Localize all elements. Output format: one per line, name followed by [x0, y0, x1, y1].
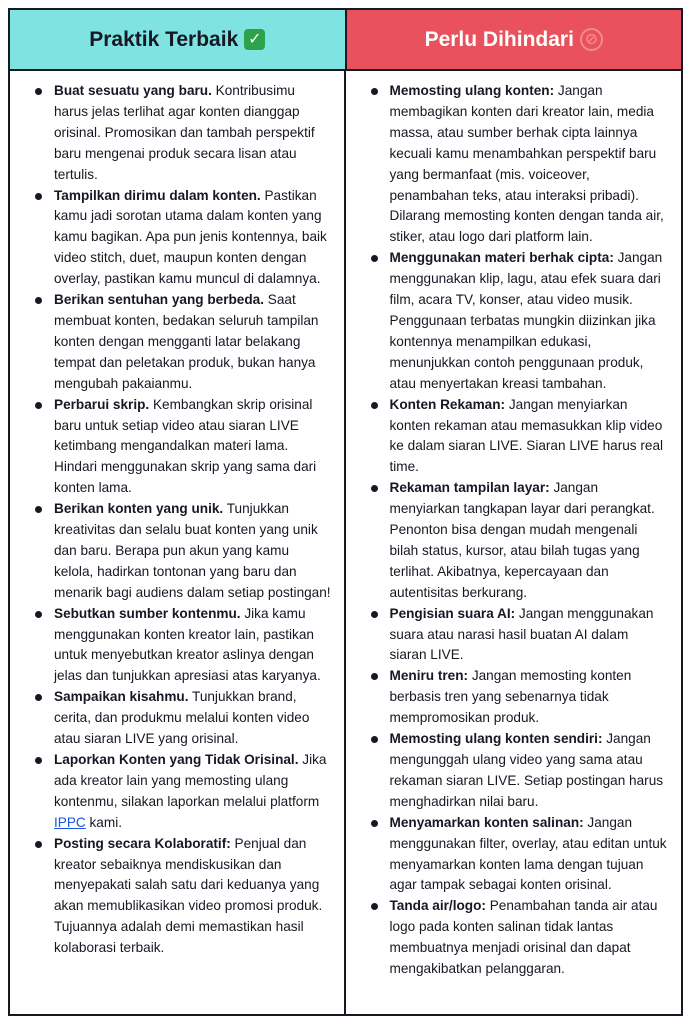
- item-title: Tampilkan dirimu dalam konten.: [54, 187, 261, 203]
- item-text: Jangan menggunakan filter, overlay, atau editan untuk menyamarkan konten lama dengan tujuan agar tampak sebagai konten orisinal.: [389, 814, 667, 893]
- item-text: Jangan menyiarkan tangkapan layar dari perangkat. Penonton bisa dengan mudah mengenali bilah status, kursor, atau bilah tugas yang terlihat. Akibatnya, kepercayaan dan autentisitas berkurang.: [389, 480, 655, 600]
- list-item: [368, 81, 670, 248]
- list-item: [32, 750, 332, 834]
- item-text-after: kami.: [85, 814, 122, 830]
- item-title: Buat sesuatu yang baru.: [54, 83, 212, 98]
- no-entry-icon: ⊘: [580, 28, 603, 51]
- item-title: Tanda air/logo:: [389, 898, 486, 914]
- item-title: Berikan sentuhan yang berbeda.: [54, 292, 265, 308]
- list-item: [32, 395, 332, 500]
- item-text: Saat membuat konten, bedakan seluruh tampilan konten dengan mengganti latar belakang tempat dan peletakan produk, bukan hanya mengubah pakaianmu.: [54, 292, 319, 391]
- best-practices-header: [10, 10, 347, 69]
- table-body: [10, 71, 681, 1014]
- list-item: [368, 248, 670, 394]
- item-title: Sebutkan sumber kontenmu.: [54, 605, 241, 621]
- item-title: Menggunakan materi berhak cipta:: [389, 250, 614, 266]
- item-text: Jangan membagikan konten dari kreator lain, media massa, atau sumber berhak cipta lainnya kecuali kamu menambahkan perspektif baru yang bermanfaat (mis. voiceover, penambahan teks, atau interaksi pribadi). Dilarang memosting konten dengan tanda air, stiker, atau logo dari platform lain.: [389, 83, 664, 245]
- item-title: Laporkan Konten yang Tidak Orisinal.: [54, 752, 299, 767]
- list-item: [32, 604, 332, 688]
- list-item: [32, 186, 332, 291]
- item-text: Kontribusimu harus jelas terlihat agar konten dianggap orisinal. Promosikan dan tambah perspektif baru mengenai produk secara lisan atau tertulis.: [54, 83, 315, 182]
- item-title: Rekaman tampilan layar:: [389, 480, 550, 496]
- item-title: Perbarui skrip.: [54, 396, 150, 412]
- item-text: Penambahan tanda air atau logo pada konten salinan tidak lantas membuatnya menjadi orisinal dan dapat mengakibatkan pelanggaran.: [389, 898, 658, 977]
- item-title: Sampaikan kisahmu.: [54, 689, 189, 705]
- item-title: Meniru tren:: [389, 668, 469, 684]
- item-text: Jika kamu menggunakan konten kreator lain, pastikan untuk menyebutkan kreator aslinya dengan jelas dan tunjukkan apresiasi atas karyanya.: [54, 605, 321, 684]
- list-item: [368, 666, 670, 729]
- list-item: [32, 290, 332, 395]
- item-text: Tunjukkan brand, cerita, dan produkmu melalui konten video atau siaran LIVE yang orisinal.: [54, 689, 310, 747]
- list-item: [368, 478, 670, 603]
- item-text: Jangan memosting konten berbasis tren yang sebenarnya tidak mempromosikan produk.: [389, 668, 632, 726]
- item-title: Posting secara Kolaboratif:: [54, 835, 231, 851]
- item-text: Jangan menggunakan klip, lagu, atau efek suara dari film, acara TV, konser, atau video musik. Penggunaan terbatas mungkin diizinkan jika kontennya menampilkan edukasi, menunjukkan contoh penggunaan produk, atau menyertakan kreasi tambahan.: [389, 250, 663, 391]
- item-text: Pastikan kamu jadi sorotan utama dalam konten yang kamu bagikan. Apa pun jenis kontennya, baik video stitch, duet, maupun konten dengan overlay, pastikan kamu muncul di dalamnya.: [54, 187, 327, 287]
- list-item: [368, 604, 670, 667]
- comparison-table: [8, 8, 683, 1016]
- avoid-title: Perlu Dihindari: [424, 27, 574, 51]
- avoid-header: [347, 10, 682, 69]
- item-title: Memosting ulang konten sendiri:: [389, 731, 603, 747]
- ippc-link[interactable]: IPPC: [54, 814, 86, 830]
- item-title: Konten Rekaman:: [389, 396, 506, 412]
- best-practices-title: Praktik Terbaik: [89, 27, 239, 51]
- list-item: [368, 729, 670, 813]
- item-text: Jangan menyiarkan konten rekaman atau memasukkan klip video ke dalam siaran LIVE. Siaran LIVE harus real time.: [389, 396, 664, 475]
- list-item: [368, 896, 670, 980]
- item-text: Kembangkan skrip orisinal baru untuk setiap video atau siaran LIVE ketimbang mengandalkan materi lama. Hindari menggunakan skrip yang sama dari konten lama.: [54, 396, 317, 496]
- best-practices-column: [10, 71, 346, 1014]
- list-item: [368, 813, 670, 897]
- list-item: [32, 499, 332, 604]
- list-item: [368, 395, 670, 479]
- table-header: [10, 10, 681, 71]
- item-text: Penjual dan kreator sebaiknya mendiskusikan dan menyepakati salah satu dari keduanya yang akan memublikasikan video promosi produk. Tujuannya adalah demi memastikan hasil kolaborasi terbaik.: [54, 835, 323, 956]
- item-title: Pengisian suara AI:: [389, 605, 516, 621]
- item-text: Jangan mengunggah ulang video yang sama atau rekaman siaran LIVE. Setiap postingan harus menghadirkan nilai baru.: [389, 731, 664, 809]
- item-title: Menyamarkan konten salinan:: [389, 814, 584, 830]
- list-item: [32, 687, 332, 750]
- avoid-column: [346, 71, 682, 1014]
- item-text: Tunjukkan kreativitas dan selalu buat konten yang unik dan baru. Berapa pun akun yang kamu kelola, hadirkan tontonan yang baru dan menarik bagi audiens dalam setiap postingan!: [54, 501, 331, 600]
- avoid-list: [368, 81, 670, 980]
- list-item: [32, 81, 332, 186]
- item-text: Jangan menggunakan suara atau narasi hasil buatan AI dalam siaran LIVE.: [389, 605, 654, 663]
- check-mark-icon: ✓: [244, 29, 265, 50]
- item-title: Berikan konten yang unik.: [54, 501, 224, 517]
- item-title: Memosting ulang konten:: [389, 83, 555, 98]
- list-item: [32, 834, 332, 959]
- best-practices-list: [32, 81, 332, 959]
- item-text: Jika ada kreator lain yang memosting ulang kontenmu, silakan laporkan melalui platform: [54, 752, 327, 809]
